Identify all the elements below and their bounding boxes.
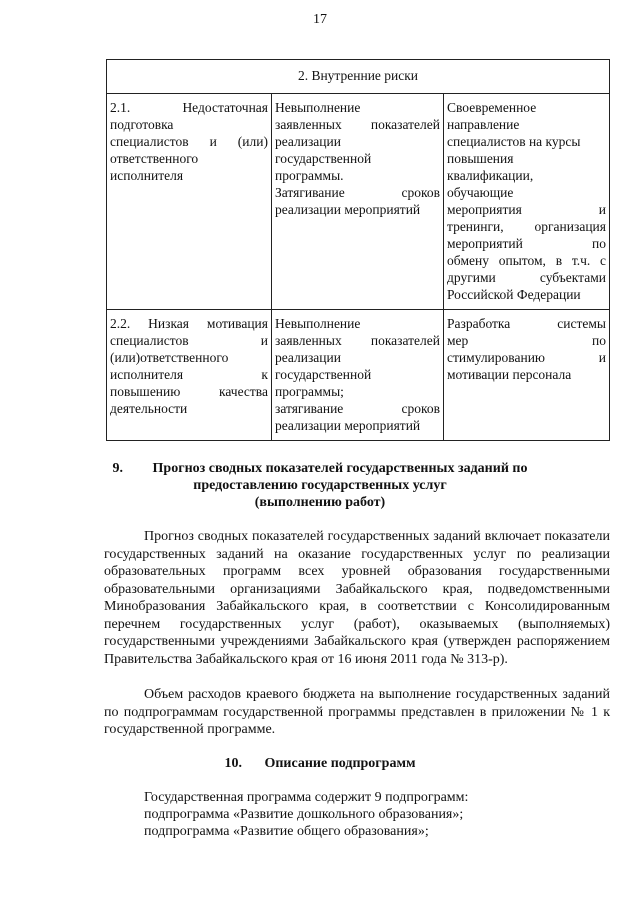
cell-line: другими субъектами [447, 270, 606, 285]
subprogram-item: подпрограмма «Развитие общего образования»; [144, 824, 429, 839]
section-9-paragraph-1 [104, 528, 610, 668]
subprogram-item: подпрограмма «Развитие дошкольного образования»; [144, 807, 464, 822]
cell-line: Российской Федерации [447, 287, 581, 302]
cell-line: 2.2. Низкая мотивация [110, 316, 268, 331]
cell-line: программы. [275, 168, 344, 183]
section-10-title: Описание подпрограмм [264, 756, 416, 771]
cell-line: повышения [447, 151, 514, 166]
consequence-cell [272, 310, 444, 441]
consequence-cell [272, 94, 444, 310]
cell-line: Своевременное [447, 100, 537, 115]
paragraph-text: Объем расходов краевого бюджета на выполнение государственных заданий по подпрограммам государственной программы представлен в приложении № 1 к государственной программе. [104, 687, 610, 737]
table-row [107, 310, 610, 441]
cell-line: затягивание сроков [275, 401, 440, 416]
cell-line: деятельности [110, 401, 188, 416]
cell-line: исполнителя к [110, 367, 268, 382]
cell-line: Разработка системы [447, 316, 606, 331]
cell-line: государственной [275, 151, 372, 166]
section-10-heading [0, 755, 640, 772]
cell-line: (или)ответственного [110, 350, 229, 365]
cell-line: заявленных показателей [275, 333, 440, 348]
cell-line: специалистов на курсы [447, 134, 581, 149]
cell-line: Невыполнение [275, 316, 361, 331]
cell-line: обучающие [447, 185, 514, 200]
cell-line: государственной [275, 367, 372, 382]
risk-cell [107, 310, 272, 441]
cell-line: мотивации персонала [447, 367, 572, 382]
cell-line: мер по [447, 333, 606, 348]
cell-line: ответственного [110, 151, 199, 166]
cell-line: реализации мероприятий [275, 202, 421, 217]
cell-line: повышению качества [110, 384, 268, 399]
section-9-heading [0, 460, 640, 477]
table-section-title: 2. Внутренние риски [107, 60, 610, 94]
cell-line: Затягивание сроков [275, 185, 440, 200]
table-section-row [107, 60, 610, 94]
measure-cell [444, 310, 610, 441]
paragraph-text: Прогноз сводных показателей государственных заданий включает показатели государственных заданий на оказание государственных услуг по реализации образовательных программ всех уровней образования государственными образовательными организациями Забайкальского края, подведомственными Минобразования Забайкальского края, в соответствии с Консолидированным перечнем государственных услуг (работ), оказываемых (выполняемых) государственными учреждениями Забайкальского края (утвержден распоряжением Правительства Забайкальского края от 16 июня 2011 года № 313-р). [104, 529, 610, 667]
section-9-paragraph-2 [104, 686, 610, 739]
cell-line: программы; [275, 384, 344, 399]
cell-line: реализации [275, 350, 341, 365]
cell-line: специалистов и [110, 333, 268, 348]
risk-cell [107, 94, 272, 310]
section-10-number: 10. [224, 756, 242, 771]
subprogram-intro: Государственная программа содержит 9 подпрограмм: [144, 790, 469, 805]
cell-line: тренинги, организация [447, 219, 606, 234]
cell-line: мероприятия и [447, 202, 606, 217]
measure-cell [444, 94, 610, 310]
cell-line: заявленных показателей [275, 117, 440, 132]
cell-line: реализации мероприятий [275, 418, 421, 433]
risk-table [106, 59, 610, 441]
section-9-title-line3: (выполнению работ) [254, 495, 386, 510]
cell-line: стимулированию и [447, 350, 606, 365]
cell-line: направление [447, 117, 520, 132]
section-9-title-line2: предоставлению государственных услуг [193, 478, 447, 493]
section-9-title-line1: Прогноз сводных показателей государственных заданий по [152, 461, 528, 476]
table-row [107, 94, 610, 310]
cell-line: исполнителя [110, 168, 184, 183]
cell-line: реализации [275, 134, 341, 149]
cell-line: специалистов и (или) [110, 134, 268, 149]
cell-line: обмену опытом, в т.ч. с [447, 253, 606, 268]
cell-line: 2.1. Недостаточная [110, 100, 268, 115]
cell-line: Невыполнение [275, 100, 361, 115]
cell-line: квалификации, [447, 168, 534, 183]
cell-line: мероприятий по [447, 236, 606, 251]
section-9-number: 9. [112, 461, 124, 476]
page-number: 17 [313, 12, 327, 27]
cell-line: подготовка [110, 117, 174, 132]
